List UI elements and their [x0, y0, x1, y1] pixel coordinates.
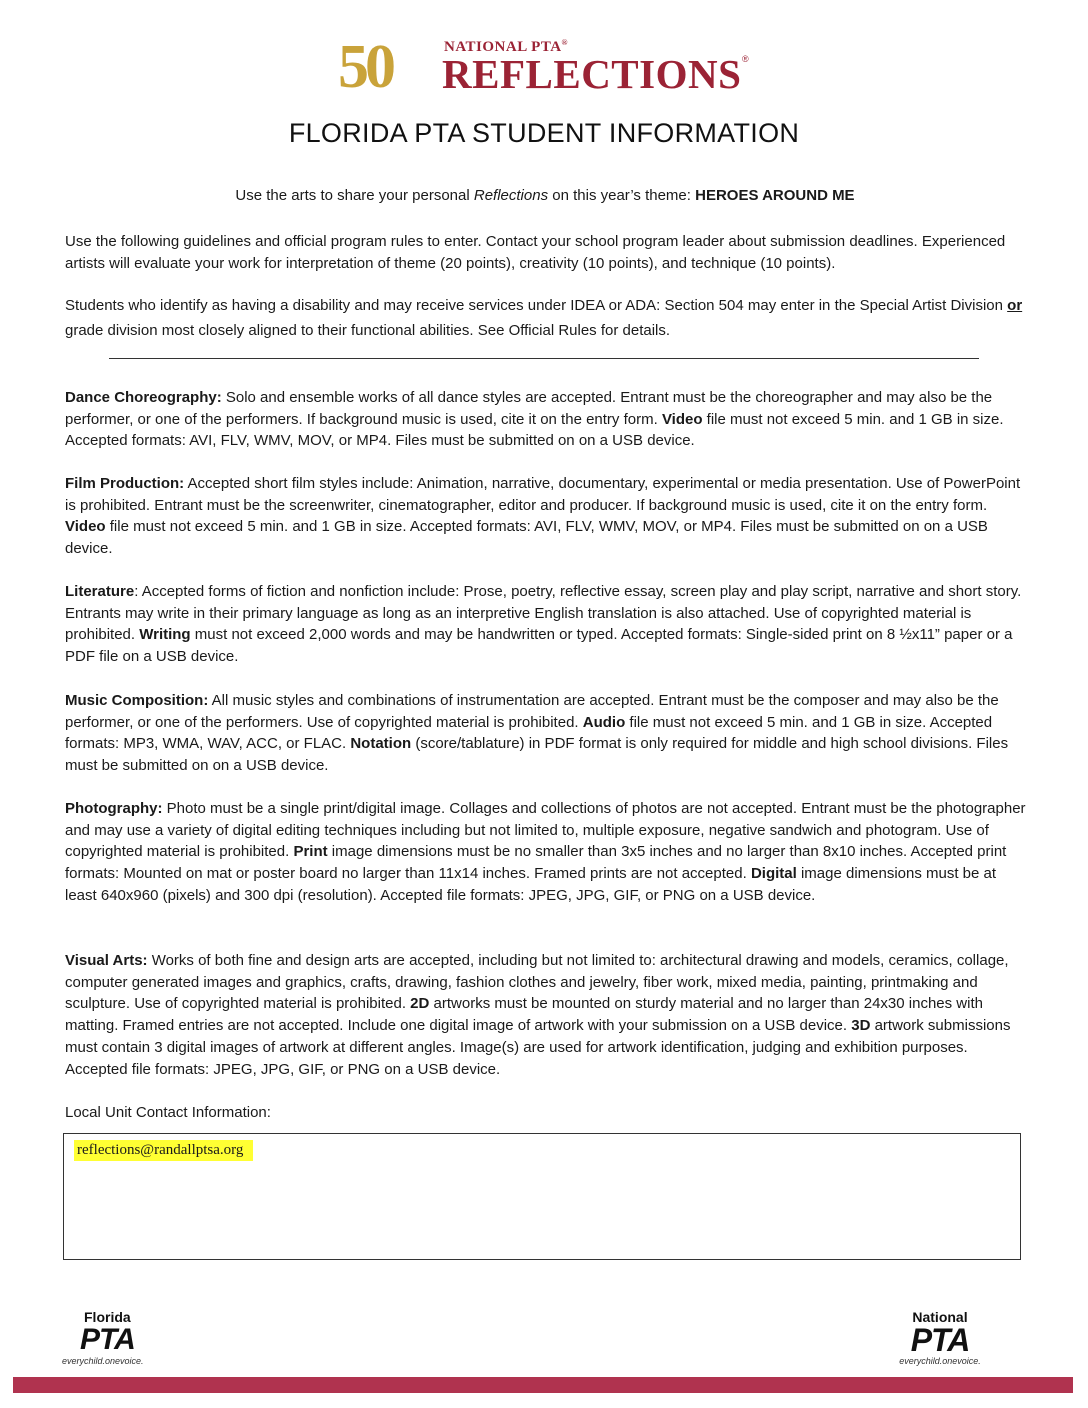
florida-pta-wordmark: PTA	[80, 1323, 135, 1356]
dance-bold-1: Video	[661, 410, 703, 428]
national-pta-label: National	[912, 1309, 968, 1325]
disability-paragraph	[65, 293, 1030, 343]
section-divider	[109, 358, 979, 359]
dance-text-2: file must not exceed 5 min. and 1 GB in size. Accepted formats: AVI, FLV, WMV, MOV, or MP4. Files must be submitted on on a USB device.	[65, 410, 1004, 450]
music-label: Music Composition:	[65, 692, 209, 709]
literature-text-1: : Accepted forms of fiction and nonfiction include: Prose, poetry, reflective essay, screen play and play script, narrative and short story. Entrants may write in their primary language as long as an interpretive English translation is also attached. Use of copyrighted material is prohibited.	[65, 583, 1022, 644]
contact-label: Local Unit Contact Information:	[65, 1104, 271, 1121]
photography-bold-2: Digital	[750, 865, 797, 883]
visual-arts-bold-1: 2D	[410, 995, 430, 1013]
disability-or: or	[1007, 297, 1023, 314]
logo-number: 50	[338, 33, 392, 101]
music-text-1: All music styles and combinations of instrumentation are accepted. Entrant must be the composer and may also be the performer, or one of the performers. Use of copyrighted material is prohibited.	[65, 692, 999, 731]
dance-label: Dance Choreography:	[65, 389, 222, 406]
music-text-3: (score/tablature) in PDF format is only required for middle and high school divisions. Files must be submitted on on a USB device.	[65, 735, 1009, 775]
literature-text-2: must not exceed 2,000 words and may be handwritten or typed. Accepted formats: Single-sided print on 8 ½x11” paper or a PDF file on a USB device.	[65, 626, 1013, 666]
national-pta-logo	[880, 1310, 1000, 1367]
visual-arts-text-3: artwork submissions must contain 3 digital images of artwork at different angles. Image(s) are used for artwork identification, judging and exhibition purposes. Accepted file formats: JPEG, JPG, GIF, or PNG on a USB device.	[65, 1017, 1011, 1078]
logo-50-mark	[338, 33, 392, 101]
theme-prefix: Use the arts to share your personal	[235, 187, 474, 204]
florida-pta-state: Florida	[84, 1309, 131, 1325]
disability-text-b: grade division most closely aligned to their functional abilities. See Official Rules for details.	[65, 322, 671, 339]
florida-pta-tagline: everychild.onevoice.	[62, 1356, 144, 1366]
bottom-color-bar	[13, 1377, 1073, 1393]
florida-pta-logo	[62, 1310, 172, 1367]
contact-box	[63, 1133, 1021, 1260]
visual-arts-section	[65, 950, 1030, 1080]
national-pta-wordmark: PTA	[910, 1322, 970, 1358]
theme-middle: on this year’s theme:	[548, 187, 696, 204]
reflections-logo	[338, 34, 758, 102]
theme-name: HEROES AROUND ME	[695, 187, 855, 204]
photography-label: Photography:	[65, 800, 163, 817]
logo-org-text: NATIONAL PTA	[444, 39, 562, 55]
national-pta-tagline: everychild.onevoice.	[899, 1356, 981, 1366]
disability-text-a: Students who identify as having a disability and may receive services under IDEA or ADA: Section 504 may enter in the Special Artist Division	[65, 297, 1008, 314]
logo-title: REFLECTIONS	[442, 51, 742, 97]
film-text-1: Accepted short film styles include: Animation, narrative, documentary, experimental or media presentation. Use of PowerPoint is prohibited. Entrant must be the screenwriter, cinematographer, editor and producer. If background music is used, cite it on the entry form.	[65, 475, 1021, 514]
film-section	[65, 473, 1030, 560]
photography-text-1: Photo must be a single print/digital image. Collages and collections of photos are not accepted. Entrant must be the photographer and may use a variety of digital editing techniques including but not limited to, multiple exposure, negative sandwich and photogram. Use of copyrighted material is prohibited.	[65, 800, 1026, 861]
music-bold-1: Audio	[582, 713, 626, 731]
theme-line	[0, 187, 1088, 204]
photography-text-2: image dimensions must be no smaller than 3x5 inches and no larger than 8x10 inches. Accepted print formats: Mounted on mat or poster board no larger than 11x14 inches. Framed prints are not accepted.	[65, 843, 1007, 883]
photography-section	[65, 798, 1030, 907]
photography-text-3: image dimensions must be at least 640x960 (pixels) and 300 dpi (resolution). Accepted file formats: JPEG, JPG, GIF, or PNG on a USB device.	[65, 865, 997, 904]
visual-arts-label: Visual Arts:	[65, 952, 148, 969]
film-text-2: file must not exceed 5 min. and 1 GB in size. Accepted formats: AVI, FLV, WMV, MOV, or MP4. Files must be submitted on on a USB device.	[65, 518, 988, 558]
guidelines-paragraph: Use the following guidelines and official program rules to enter. Contact your school program leader about submission deadlines. Experienced artists will evaluate your work for interpretation of theme (20 points), creativity (10 points), and technique (10 points).	[65, 233, 1006, 272]
visual-arts-bold-2: 3D	[851, 1017, 871, 1035]
dance-section	[65, 387, 1030, 452]
film-label: Film Production:	[65, 475, 185, 492]
visual-arts-text-1: Works of both fine and design arts are accepted, including but not limited to: architectural drawing and models, ceramics, collage, computer generated images and graphics, crafts, drawing, fashion clothes and jewelry, fiber work, mixed media, painting, printmaking and sculpture. Use of copyrighted material is prohibited.	[65, 952, 1009, 1013]
logo-registered-mark: ®	[742, 54, 749, 64]
visual-arts-text-2: artworks must be mounted on sturdy material and no larger than 24x30 inches with matting. Framed entries are not accepted. Include one digital image of artwork with your submission on a USB device.	[65, 995, 983, 1035]
literature-label: Literature	[65, 583, 135, 600]
music-bold-2: Notation	[350, 735, 412, 753]
photography-bold-1: Print	[293, 843, 328, 861]
page-title: FLORIDA PTA STUDENT INFORMATION	[288, 118, 800, 148]
film-bold-1: Video	[65, 518, 106, 536]
theme-italic: Reflections	[473, 187, 549, 204]
music-section	[65, 690, 1030, 777]
literature-bold-1: Writing	[139, 626, 191, 644]
contact-email[interactable]: reflections@randallptsa.org	[74, 1140, 253, 1161]
literature-section	[65, 581, 1030, 668]
logo-org-mark: ®	[561, 38, 569, 47]
dance-text-1: Solo and ensemble works of all dance styles are accepted. Entrant must be the choreographer and may also be the performer, or one of the performers. If background music is used, cite it on the entry form.	[65, 389, 993, 428]
music-text-2: file must not exceed 5 min. and 1 GB in size. Accepted formats: MP3, WMA, WAV, ACC, or FLAC.	[65, 713, 993, 753]
